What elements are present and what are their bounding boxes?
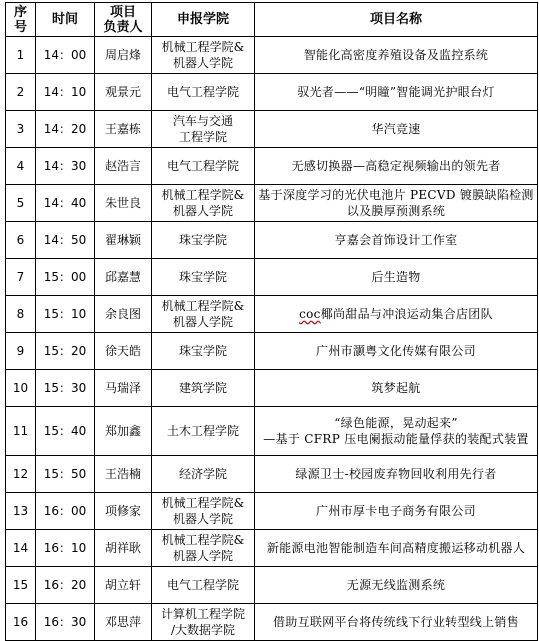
cell-no: 3 bbox=[6, 111, 36, 148]
cell-no: 10 bbox=[6, 370, 36, 407]
cell-project bbox=[255, 111, 538, 148]
project-line: 亨嘉会首饰设计工作室 bbox=[334, 233, 458, 247]
cell-time: 14：50 bbox=[36, 222, 95, 259]
project-line: 广州市灏粤文化传媒有限公司 bbox=[316, 344, 476, 358]
header-college: 申报学院 bbox=[152, 3, 255, 37]
cell-no: 11 bbox=[6, 407, 36, 456]
cell-leader: 赵浩言 bbox=[95, 148, 152, 185]
cell-time: 14：00 bbox=[36, 37, 95, 74]
cell-college bbox=[152, 456, 255, 493]
table-row bbox=[6, 530, 538, 567]
cell-leader: 余良图 bbox=[95, 296, 152, 333]
college-line: 电气工程学院 bbox=[166, 578, 239, 592]
cell-time: 15：50 bbox=[36, 456, 95, 493]
college-line: 机器人学院 bbox=[172, 512, 233, 526]
table-row bbox=[6, 222, 538, 259]
cell-no: 1 bbox=[6, 37, 36, 74]
cell-project bbox=[255, 74, 538, 111]
college-line: /大数据学院 bbox=[170, 623, 236, 637]
cell-leader: 翟琳颖 bbox=[95, 222, 152, 259]
cell-project bbox=[255, 456, 538, 493]
college-line: 机器人学院 bbox=[172, 204, 233, 218]
project-line: 智能化高密度养殖设备及监控系统 bbox=[303, 48, 489, 62]
cell-college bbox=[152, 111, 255, 148]
project-line: —基于 CFRP 压电阑振动能量俘获的装配式装置 bbox=[263, 432, 529, 446]
table-row bbox=[6, 333, 538, 370]
cell-time: 16：30 bbox=[36, 604, 95, 641]
table-row bbox=[6, 148, 538, 185]
cell-no: 2 bbox=[6, 74, 36, 111]
project-line: 借助互联网平台将传统线下行业转型线上销售 bbox=[272, 615, 519, 629]
cell-project bbox=[255, 370, 538, 407]
cell-time: 15：10 bbox=[36, 296, 95, 333]
cell-project bbox=[255, 37, 538, 74]
cell-college bbox=[152, 37, 255, 74]
cell-college bbox=[152, 148, 255, 185]
table-row bbox=[6, 296, 538, 333]
cell-leader: 胡祥耿 bbox=[95, 530, 152, 567]
table-row bbox=[6, 567, 538, 604]
cell-college bbox=[152, 74, 255, 111]
cell-college bbox=[152, 604, 255, 641]
project-line: 华汽竞速 bbox=[371, 122, 421, 136]
cell-college bbox=[152, 185, 255, 222]
project-line bbox=[257, 306, 535, 322]
cell-project bbox=[255, 333, 538, 370]
cell-project bbox=[255, 407, 538, 456]
cell-leader: 王浩楠 bbox=[95, 456, 152, 493]
table-row bbox=[6, 74, 538, 111]
cell-leader: 邓思萍 bbox=[95, 604, 152, 641]
table-row bbox=[6, 493, 538, 530]
project-line: 无感切换器—高稳定视频输出的领先者 bbox=[291, 159, 501, 173]
roadshow-schedule-table bbox=[5, 2, 538, 641]
project-line: 无源无线监测系统 bbox=[346, 578, 446, 592]
cell-college bbox=[152, 407, 255, 456]
cell-college bbox=[152, 222, 255, 259]
cell-no: 6 bbox=[6, 222, 36, 259]
cell-time: 14：30 bbox=[36, 148, 95, 185]
college-line: 建筑学院 bbox=[178, 381, 227, 395]
cell-no: 16 bbox=[6, 604, 36, 641]
cell-no: 4 bbox=[6, 148, 36, 185]
college-line: 电气工程学院 bbox=[166, 85, 239, 99]
cell-no: 5 bbox=[6, 185, 36, 222]
cell-time: 15：30 bbox=[36, 370, 95, 407]
cell-project bbox=[255, 259, 538, 296]
college-line: 机械工程学院& bbox=[161, 533, 245, 547]
header-leader: 项目 负责人 bbox=[95, 3, 152, 37]
cell-time: 16：00 bbox=[36, 493, 95, 530]
cell-leader: 胡立轩 bbox=[95, 567, 152, 604]
table-row bbox=[6, 604, 538, 641]
cell-leader: 邱嘉慧 bbox=[95, 259, 152, 296]
table-header-row bbox=[6, 3, 538, 37]
cell-time: 14：40 bbox=[36, 185, 95, 222]
project-line: 基于深度学习的光伏电池片 PECVD 镀膜缺陷检测 bbox=[258, 188, 534, 202]
college-line: 机械工程学院& bbox=[161, 40, 245, 54]
cell-leader: 项修家 bbox=[95, 493, 152, 530]
project-line: “绿色能源，晃动起来” bbox=[334, 416, 458, 430]
cell-no: 9 bbox=[6, 333, 36, 370]
cell-no: 13 bbox=[6, 493, 36, 530]
cell-time: 15：00 bbox=[36, 259, 95, 296]
cell-no: 8 bbox=[6, 296, 36, 333]
cell-no: 7 bbox=[6, 259, 36, 296]
cell-time: 15：20 bbox=[36, 333, 95, 370]
cell-college bbox=[152, 530, 255, 567]
header-no: 序 号 bbox=[6, 3, 36, 37]
cell-time: 15：40 bbox=[36, 407, 95, 456]
cell-leader: 王嘉栋 bbox=[95, 111, 152, 148]
cell-leader: 马瑞泽 bbox=[95, 370, 152, 407]
cell-project bbox=[255, 530, 538, 567]
table-row bbox=[6, 37, 538, 74]
cell-time: 14：20 bbox=[36, 111, 95, 148]
table-body bbox=[6, 37, 538, 641]
project-prefix: coc bbox=[299, 307, 321, 321]
cell-project bbox=[255, 185, 538, 222]
table-row bbox=[6, 370, 538, 407]
college-line: 经济学院 bbox=[178, 467, 227, 481]
college-line: 机器人学院 bbox=[172, 56, 233, 70]
college-line: 计算机工程学院 bbox=[160, 607, 245, 621]
college-line: 机械工程学院& bbox=[161, 299, 245, 313]
cell-no: 15 bbox=[6, 567, 36, 604]
cell-project bbox=[255, 148, 538, 185]
cell-leader: 周启烽 bbox=[95, 37, 152, 74]
project-line: 新能源电池智能制造车间高精度搬运移动机器人 bbox=[266, 541, 526, 555]
college-line: 珠宝学院 bbox=[178, 270, 227, 284]
college-line: 机器人学院 bbox=[172, 315, 233, 329]
cell-college bbox=[152, 493, 255, 530]
cell-leader: 朱世良 bbox=[95, 185, 152, 222]
college-line: 机械工程学院& bbox=[161, 188, 245, 202]
college-line: 汽车与交通 bbox=[172, 114, 233, 128]
cell-no: 14 bbox=[6, 530, 36, 567]
cell-college bbox=[152, 370, 255, 407]
cell-project bbox=[255, 567, 538, 604]
cell-project bbox=[255, 604, 538, 641]
college-line: 珠宝学院 bbox=[178, 344, 227, 358]
project-line: 广州市厚卡电子商务有限公司 bbox=[316, 504, 476, 518]
cell-time: 16：20 bbox=[36, 567, 95, 604]
college-line: 机器人学院 bbox=[172, 549, 233, 563]
project-line: 驭光者——“明瞳”智能调光护眼台灯 bbox=[297, 85, 495, 99]
cell-college bbox=[152, 296, 255, 333]
cell-leader: 徐天皓 bbox=[95, 333, 152, 370]
cell-project bbox=[255, 222, 538, 259]
college-line: 电气工程学院 bbox=[166, 159, 239, 173]
table-row bbox=[6, 111, 538, 148]
college-line: 工程学院 bbox=[178, 130, 227, 144]
cell-time: 16：10 bbox=[36, 530, 95, 567]
project-text: 椰尚甜品与冲浪运动集合店团队 bbox=[320, 307, 493, 321]
project-line: 后生造物 bbox=[371, 270, 421, 284]
college-line: 珠宝学院 bbox=[178, 233, 227, 247]
cell-project bbox=[255, 296, 538, 333]
header-time: 时间 bbox=[36, 3, 95, 37]
cell-leader: 观景元 bbox=[95, 74, 152, 111]
cell-time: 14：10 bbox=[36, 74, 95, 111]
table-row bbox=[6, 407, 538, 456]
cell-no: 12 bbox=[6, 456, 36, 493]
table-row bbox=[6, 456, 538, 493]
project-line: 绿源卫士-校园废弃物回收利用先行者 bbox=[295, 467, 497, 481]
table-row bbox=[6, 259, 538, 296]
project-line: 筑梦起航 bbox=[371, 381, 421, 395]
cell-leader: 郑加鑫 bbox=[95, 407, 152, 456]
header-project: 项目名称 bbox=[255, 3, 538, 37]
cell-college bbox=[152, 567, 255, 604]
college-line: 土木工程学院 bbox=[166, 424, 239, 438]
cell-college bbox=[152, 333, 255, 370]
project-line: 以及膜厚预测系统 bbox=[346, 204, 446, 218]
table-row bbox=[6, 185, 538, 222]
cell-college bbox=[152, 259, 255, 296]
college-line: 机械工程学院& bbox=[161, 496, 245, 510]
cell-project bbox=[255, 493, 538, 530]
